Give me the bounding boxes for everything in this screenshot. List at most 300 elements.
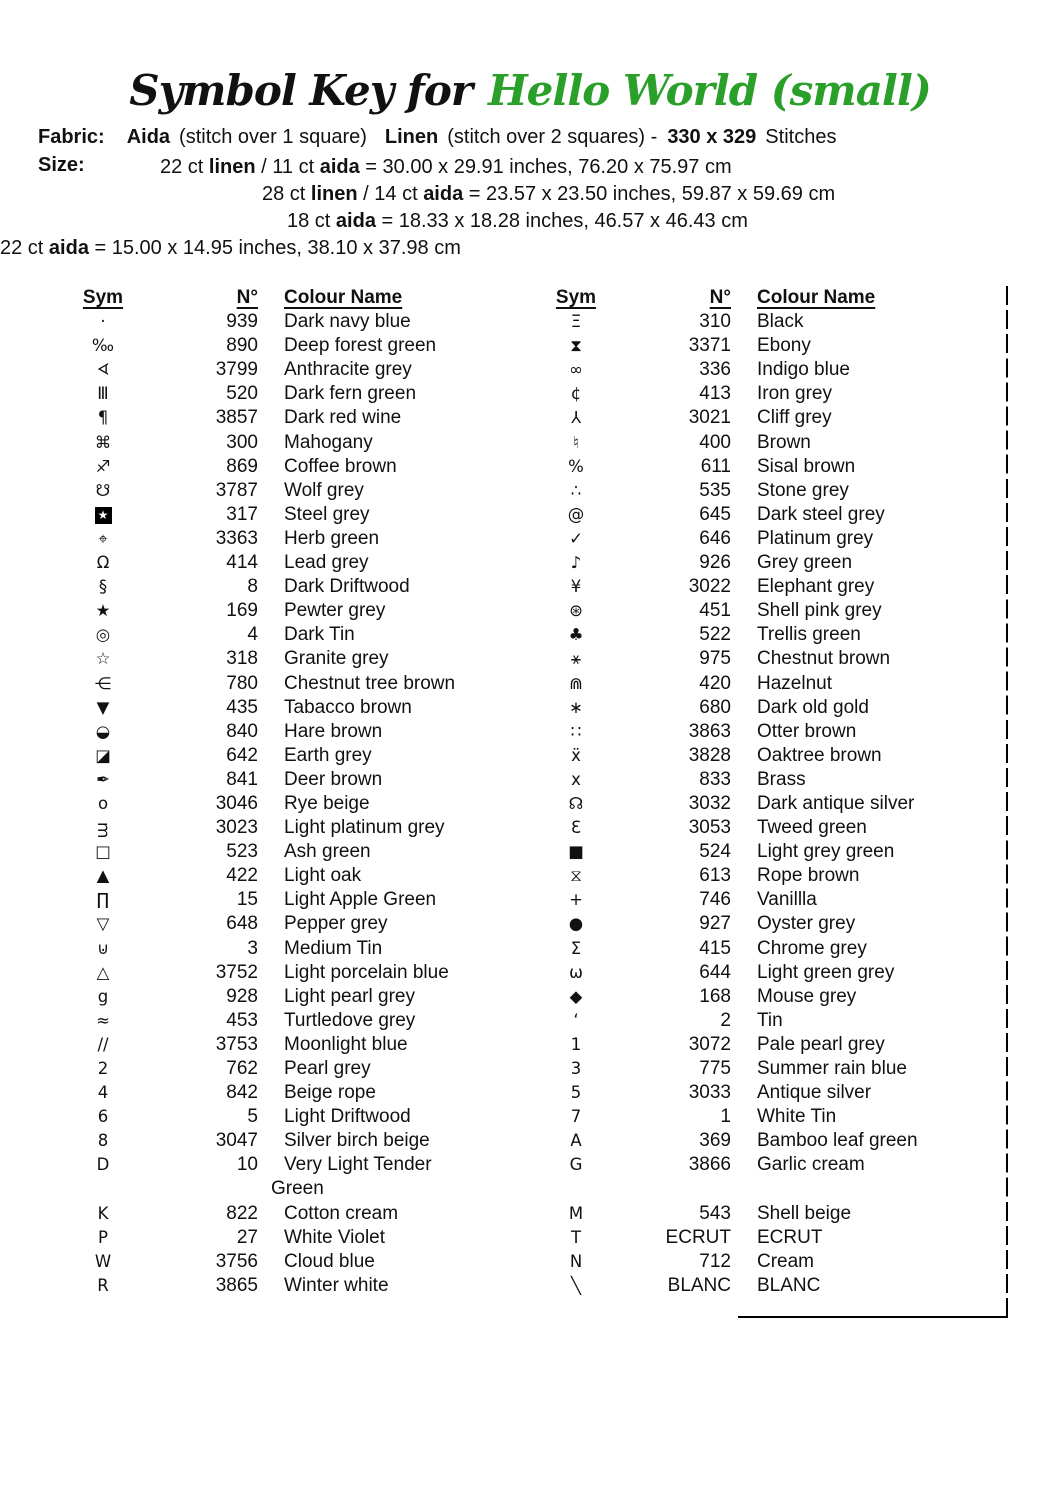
size-text: 28 ct [262, 183, 311, 205]
symbol-cell [533, 455, 619, 479]
symbol-cell [60, 1009, 146, 1033]
colour-name: Rye beige [284, 792, 370, 814]
key-row [60, 1057, 530, 1081]
symbol-glyph: o [97, 793, 109, 813]
thread-number: 939 [226, 311, 258, 333]
fabric-line [38, 126, 836, 149]
symbol-glyph: ▽ [96, 914, 110, 934]
key-row [60, 551, 530, 575]
key-row [60, 1274, 530, 1298]
colour-name: Dark steel grey [757, 503, 885, 525]
colour-name: Black [757, 311, 804, 333]
symbol-cell [533, 792, 619, 816]
symbol-glyph: ▼ [96, 697, 110, 717]
symbol-glyph: ◪ [95, 745, 111, 765]
symbol-cell [60, 1033, 146, 1057]
thread-number: 3866 [688, 1154, 731, 1176]
size-text: / 14 ct [357, 183, 424, 205]
size-text: = 18.33 x 18.28 inches, 46.57 x 46.43 cm [375, 210, 748, 232]
key-row [60, 1129, 530, 1153]
colour-name: ECRUT [757, 1226, 823, 1248]
key-row [60, 1202, 530, 1226]
key-row [60, 1033, 530, 1057]
header-sym: Sym [555, 287, 597, 308]
thread-number: 775 [699, 1058, 731, 1079]
key-column-left [60, 286, 530, 1298]
colour-name: Light pearl grey [284, 985, 415, 1007]
symbol-cell [60, 1202, 146, 1226]
key-row [60, 382, 530, 406]
thread-number: 5 [247, 1106, 258, 1128]
thread-number: 435 [226, 696, 258, 718]
thread-number: 15 [236, 889, 258, 911]
symbol-glyph: ʻ [573, 1010, 579, 1030]
colour-name: Tweed green [757, 817, 867, 839]
key-row [60, 623, 530, 647]
colour-name: Dark fern green [284, 383, 417, 405]
symbol-glyph: ẍ [571, 745, 581, 765]
symbol-cell [533, 840, 619, 864]
symbol-cell [533, 527, 619, 551]
symbol-glyph: Ⅲ [97, 384, 109, 404]
header-colour-name: Colour Name [757, 287, 876, 308]
thread-number: 712 [699, 1250, 731, 1272]
thread-number: 415 [699, 937, 731, 959]
symbol-cell [60, 1057, 146, 1081]
key-row [533, 527, 1007, 551]
symbol-cell [533, 985, 619, 1009]
symbol-glyph: ᴟ [97, 818, 109, 838]
thread-number: 3072 [688, 1033, 731, 1055]
colour-name: Chestnut tree brown [284, 672, 456, 694]
symbol-cell [60, 1226, 146, 1250]
symbol-glyph: Ɛ [570, 818, 582, 838]
size-label: Size: [38, 154, 85, 176]
symbol-glyph: G [569, 1155, 583, 1175]
colour-name: Winter white [284, 1274, 389, 1296]
colour-name: Grey green [757, 552, 853, 574]
page-title [0, 66, 1060, 115]
thread-number: 3753 [215, 1033, 258, 1055]
symbol-cell [60, 696, 146, 720]
thread-number: 833 [699, 768, 731, 790]
thread-number: 644 [699, 961, 731, 983]
thread-number: 645 [699, 503, 731, 525]
symbol-cell [533, 1009, 619, 1033]
symbol-glyph: ⧖ [570, 866, 582, 886]
thread-number: 3 [247, 937, 258, 959]
thread-number: 27 [236, 1226, 258, 1248]
thread-number: 3865 [215, 1274, 258, 1296]
symbol-cell [60, 455, 146, 479]
key-row [60, 647, 530, 671]
symbol-glyph: ⌘ [94, 432, 112, 452]
symbol-cell [533, 720, 619, 744]
symbol-glyph: ∷ [570, 721, 582, 741]
thread-number: 300 [226, 431, 258, 453]
symbol-cell [60, 358, 146, 382]
key-row [533, 1153, 1007, 1177]
symbol-cell [533, 310, 619, 334]
key-row [533, 575, 1007, 599]
symbol-cell [533, 382, 619, 406]
colour-name: Summer rain blue [757, 1058, 907, 1079]
symbol-cell [60, 575, 146, 599]
header-sym: Sym [82, 287, 124, 308]
thread-number: 975 [699, 648, 731, 670]
colour-name: Vanillla [757, 889, 817, 911]
key-row [533, 888, 1007, 912]
symbol-glyph: ≈ [96, 1010, 110, 1030]
colour-name: Pewter grey [284, 600, 386, 622]
key-row [60, 575, 530, 599]
thread-number: 310 [699, 311, 731, 333]
symbol-cell [533, 888, 619, 912]
key-row [533, 840, 1007, 864]
key-row [60, 310, 530, 334]
key-row [60, 358, 530, 382]
key-rows-left [60, 310, 530, 1298]
colour-name: Garlic cream [757, 1154, 865, 1176]
symbol-glyph: 7 [570, 1107, 582, 1127]
colour-name: Herb green [284, 527, 380, 549]
symbol-glyph: □ [95, 842, 111, 862]
key-rows-right [533, 310, 1007, 1298]
symbol-glyph: ☋ [95, 480, 111, 500]
fabric-aida: Aida [126, 126, 171, 148]
symbol-glyph: K [97, 1203, 109, 1223]
symbol-glyph: 3 [570, 1059, 582, 1078]
thread-number: 3053 [688, 817, 731, 839]
key-row [60, 888, 530, 912]
key-table-header [60, 286, 530, 310]
size-text: 22 ct [160, 156, 209, 178]
thread-number: 414 [226, 552, 258, 574]
colour-name: Ebony [757, 335, 811, 357]
symbol-cell [60, 1129, 146, 1153]
key-row [60, 816, 530, 840]
size-text: aida [48, 237, 89, 259]
size-text: aida [335, 210, 376, 232]
thread-number: 611 [700, 455, 731, 477]
symbol-cell [60, 527, 146, 551]
symbol-cell [533, 961, 619, 985]
symbol-glyph: x [571, 769, 581, 789]
symbol-cell [60, 985, 146, 1009]
colour-name: Pale pearl grey [757, 1033, 885, 1055]
key-row [60, 406, 530, 430]
key-row [533, 1033, 1007, 1057]
thread-number: 840 [226, 720, 258, 742]
thread-number: 524 [699, 841, 731, 863]
size-text: / 11 ct [255, 156, 320, 178]
symbol-cell [60, 840, 146, 864]
key-row [533, 1081, 1007, 1105]
thread-number: 890 [226, 335, 258, 357]
thread-number: 869 [226, 455, 258, 477]
symbol-glyph: ★ [95, 507, 112, 524]
thread-number: 317 [226, 503, 258, 525]
key-row [533, 792, 1007, 816]
colour-name: Ash green [284, 841, 371, 863]
symbol-glyph: ☆ [95, 649, 111, 669]
colour-name: Indigo blue [757, 359, 850, 381]
symbol-cell [60, 503, 146, 527]
symbol-glyph: § [98, 577, 108, 597]
colour-name: Light platinum grey [284, 817, 445, 839]
key-row [533, 1177, 1007, 1201]
colour-name: Light Apple Green [284, 889, 437, 911]
key-row [533, 816, 1007, 840]
symbol-cell [60, 768, 146, 792]
colour-name: Elephant grey [757, 576, 875, 598]
thread-number: 369 [699, 1130, 731, 1152]
symbol-glyph: ⧗ [570, 336, 582, 356]
thread-number: 3033 [688, 1082, 731, 1104]
colour-name: Hazelnut [757, 672, 832, 694]
title-pattern-name: Hello World (small) [487, 66, 931, 115]
thread-number: 842 [226, 1082, 258, 1104]
size-text: aida [319, 156, 360, 178]
key-row [533, 1274, 1007, 1298]
thread-number [619, 1177, 731, 1201]
key-row [533, 382, 1007, 406]
colour-name: Turtledove grey [284, 1009, 416, 1031]
key-row [533, 310, 1007, 334]
page-edge-dashed-line [1006, 286, 1008, 1318]
colour-name: Rope brown [757, 865, 860, 887]
colour-name: Silver birch beige [284, 1130, 430, 1152]
key-row [60, 912, 530, 936]
key-row [60, 744, 530, 768]
key-row [533, 864, 1007, 888]
thread-number: 451 [699, 600, 731, 622]
symbol-cell [60, 479, 146, 503]
symbol-glyph: W [94, 1251, 112, 1271]
symbol-glyph: · [100, 312, 106, 332]
colour-name: Dark Tin [284, 624, 355, 646]
key-row [533, 1009, 1007, 1033]
symbol-glyph: @ [567, 504, 585, 524]
header-number: N° [236, 287, 258, 308]
thread-number: 3752 [215, 961, 258, 983]
symbol-cell [533, 1274, 619, 1298]
thread-number: 927 [699, 913, 731, 935]
key-row [60, 696, 530, 720]
colour-name: Mouse grey [757, 985, 857, 1007]
colour-name: Cliff grey [757, 407, 832, 429]
symbol-glyph: ∞ [569, 360, 583, 380]
thread-number: 3046 [215, 792, 258, 814]
symbol-cell [533, 1057, 619, 1081]
size-text: linen [310, 183, 358, 205]
key-row [60, 527, 530, 551]
symbol-cell [533, 864, 619, 888]
thread-number: 522 [699, 624, 731, 646]
thread-number: 168 [699, 985, 731, 1007]
symbol-glyph: ω [569, 962, 583, 982]
colour-name: Otter brown [757, 720, 857, 742]
colour-name: Light green grey [757, 961, 895, 983]
thread-number: 746 [699, 889, 731, 911]
symbol-cell [533, 1105, 619, 1129]
symbol-glyph: 2 [97, 1059, 109, 1078]
colour-name: Chrome grey [757, 937, 867, 959]
colour-name: Hare brown [284, 720, 383, 742]
header-number: N° [709, 287, 731, 308]
symbol-glyph: ⋲ [94, 673, 112, 693]
fabric-linen: Linen [384, 126, 439, 148]
key-row [60, 840, 530, 864]
symbol-cell [533, 431, 619, 455]
symbol-cell [533, 1153, 619, 1177]
thread-number: 400 [699, 431, 731, 453]
key-row [60, 864, 530, 888]
size-line [262, 181, 835, 208]
symbol-glyph: ⅄ [570, 408, 582, 428]
key-row [533, 599, 1007, 623]
symbol-glyph: // [97, 1034, 109, 1054]
key-row [60, 720, 530, 744]
colour-name: Sisal brown [757, 455, 856, 477]
symbol-cell [60, 599, 146, 623]
colour-name: Light grey green [757, 841, 895, 863]
size-block [0, 154, 835, 262]
symbol-cell [533, 1250, 619, 1274]
colour-name: Anthracite grey [284, 359, 412, 381]
symbol-glyph: Ξ [570, 312, 582, 332]
symbol-cell [60, 406, 146, 430]
symbol-cell [60, 912, 146, 936]
symbol-glyph: T [570, 1227, 582, 1247]
colour-name: BLANC [757, 1274, 821, 1296]
symbol-cell [60, 937, 146, 961]
thread-number: 523 [226, 841, 258, 863]
symbol-glyph: ∗ [569, 697, 583, 717]
symbol-cell [533, 816, 619, 840]
thread-number: 8 [247, 576, 258, 598]
fabric-stitch-count: 330 x 329 [667, 126, 757, 148]
thread-number: 336 [699, 359, 731, 381]
colour-name: Iron grey [757, 383, 832, 405]
colour-name: Oyster grey [757, 913, 856, 935]
thread-number: 10 [236, 1154, 258, 1176]
symbol-cell [533, 744, 619, 768]
colour-name: Antique silver [757, 1082, 872, 1104]
colour-name: Chestnut brown [757, 648, 891, 670]
symbol-cell [60, 888, 146, 912]
symbol-cell [533, 672, 619, 696]
colour-name: Beige rope [284, 1082, 376, 1104]
symbol-glyph: ◒ [95, 721, 111, 741]
thread-number: 318 [226, 648, 258, 670]
symbol-cell [533, 551, 619, 575]
symbol-cell [533, 623, 619, 647]
colour-name: Light oak [284, 865, 362, 887]
symbol-glyph: ‰ [91, 336, 115, 356]
symbol-glyph: ∴ [570, 480, 582, 500]
symbol-cell [60, 647, 146, 671]
key-row [60, 1226, 530, 1250]
key-row [60, 1009, 530, 1033]
colour-name: Earth grey [284, 744, 372, 766]
symbol-cell [60, 672, 146, 696]
symbol-glyph: 8 [97, 1131, 109, 1151]
key-row [533, 1250, 1007, 1274]
symbol-glyph: ◎ [95, 625, 111, 645]
colour-name: Trellis green [757, 624, 861, 646]
symbol-cell [533, 647, 619, 671]
colour-name: Granite grey [284, 648, 389, 670]
thread-number: 3032 [688, 792, 731, 814]
symbol-glyph: ▲ [96, 866, 110, 886]
key-row [533, 358, 1007, 382]
thread-number: 3363 [215, 527, 258, 549]
thread-number: 169 [226, 600, 258, 622]
symbol-glyph: 6 [97, 1107, 109, 1127]
symbol-cell [60, 551, 146, 575]
symbol-glyph: ♐ [95, 456, 111, 476]
key-row [533, 1226, 1007, 1250]
thread-number: 646 [699, 527, 731, 549]
key-row [60, 1081, 530, 1105]
colour-name: Brass [757, 768, 806, 790]
symbol-cell [60, 720, 146, 744]
key-row [60, 961, 530, 985]
colour-name: Cloud blue [284, 1250, 375, 1272]
thread-number: BLANC [667, 1274, 731, 1296]
symbol-glyph: ♮ [573, 432, 579, 452]
thread-number [146, 1177, 258, 1201]
thread-number: 3047 [215, 1130, 258, 1152]
key-row [60, 479, 530, 503]
size-text: aida [423, 183, 464, 205]
key-row [60, 1105, 530, 1129]
symbol-glyph: ¢ [570, 384, 582, 404]
key-row [533, 1129, 1007, 1153]
thread-number: 3863 [688, 720, 731, 742]
thread-number: 762 [226, 1058, 258, 1079]
thread-number: 453 [226, 1009, 258, 1031]
colour-name: Wolf grey [284, 479, 364, 501]
symbol-glyph: ♣ [568, 625, 584, 645]
thread-number: 642 [226, 744, 258, 766]
symbol-cell [60, 744, 146, 768]
thread-number: 3787 [215, 479, 258, 501]
size-line [0, 235, 835, 262]
key-row [60, 334, 530, 358]
colour-name: Coffee brown [284, 455, 397, 477]
symbol-cell [533, 1177, 619, 1201]
symbol-cell [60, 792, 146, 816]
size-line [160, 154, 835, 181]
symbol-glyph: g [97, 986, 109, 1006]
fabric-label: Fabric: [38, 126, 105, 148]
symbol-cell [533, 406, 619, 430]
colour-name: Stone grey [757, 479, 849, 501]
thread-number: ECRUT [665, 1226, 731, 1248]
fabric-stitch-suffix: Stitches [765, 126, 837, 148]
symbol-glyph: 5 [570, 1083, 582, 1103]
colour-name: Oaktree brown [757, 744, 882, 766]
symbol-glyph: ★ [95, 601, 111, 621]
symbol-glyph: ╲ [571, 1275, 581, 1295]
symbol-cell [60, 1105, 146, 1129]
thread-number: 926 [699, 552, 731, 574]
size-line [287, 208, 835, 235]
symbol-glyph: ◆ [569, 986, 583, 1006]
symbol-cell [533, 575, 619, 599]
